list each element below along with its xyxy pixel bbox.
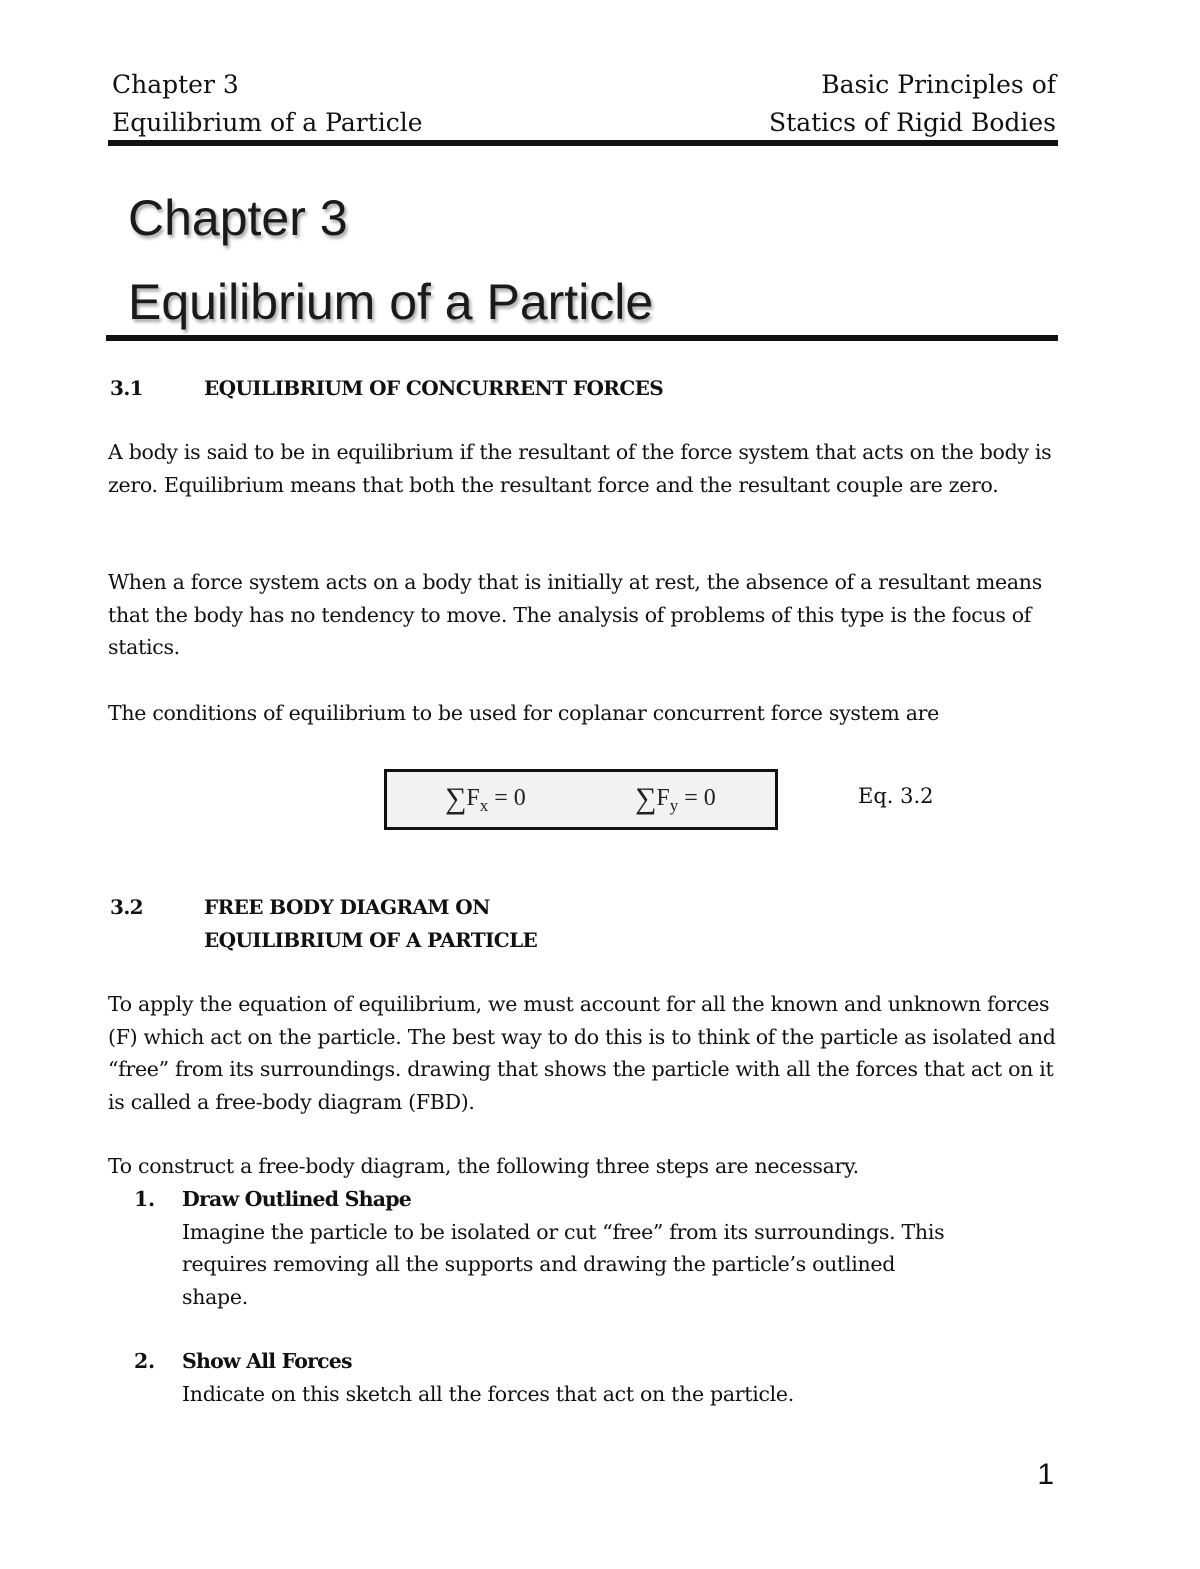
section-number: 3.2: [110, 895, 143, 919]
section-number: 3.1: [110, 376, 143, 400]
sigma-symbol: ∑: [635, 782, 657, 815]
paragraph-conditions: The conditions of equilibrium to be used for coplanar concurrent force system are: [108, 701, 939, 725]
equation-var: F: [656, 785, 670, 811]
list-body: [182, 1183, 1042, 1313]
equation-rhs: = 0: [678, 785, 716, 811]
step-description: Imagine the particle to be isolated or cut “free” from its surroundings. This requires removing all the supports and drawing the particle’s outlined shape.: [182, 1219, 945, 1309]
section-title-line1: FREE BODY DIAGRAM ON: [204, 895, 490, 919]
running-header-left: [112, 66, 423, 142]
paragraph-equilibrium-definition: A body is said to be in equilibrium if the resultant of the force system that acts on the body is zero. Equilibrium means that both the resultant force and the resultant couple are zero.: [108, 440, 1052, 497]
paragraph-force-system: When a force system acts on a body that is initially at rest, the absence of a resultant means that the body has no tendency to move. The analysis of problems of this type is the focus of statics.: [108, 570, 1042, 659]
paragraph-free-body: To apply the equation of equilibrium, we must account for all the known and unknown forces (F) which act on the particle. The best way to do this is to think of the particle as isolated and “free” from its surroundings. drawing that shows the particle with all the forces that act on it is called a free-body diagram (FBD).: [108, 992, 1056, 1114]
sigma-symbol: ∑: [445, 782, 467, 815]
page-number: 1: [1037, 1458, 1054, 1491]
equation-box: [384, 769, 778, 830]
equation-label: Eq. 3.2: [858, 784, 934, 808]
chapter-title-line2: Equilibrium of a Particle: [128, 274, 654, 330]
header-book-title-1: Basic Principles of: [821, 70, 1056, 99]
equation-subscript: y: [669, 795, 679, 815]
header-book-title-2: Statics of Rigid Bodies: [769, 108, 1056, 137]
header-divider: [108, 140, 1058, 146]
chapter-title: [128, 176, 653, 344]
chapter-title-line1: Chapter 3: [128, 190, 348, 246]
step-title: Draw Outlined Shape: [182, 1187, 412, 1211]
equation-subscript: x: [479, 795, 489, 815]
list-number: 2.: [134, 1349, 155, 1373]
step-description: Indicate on this sketch all the forces that act on the particle.: [182, 1381, 794, 1406]
list-body: [182, 1345, 1042, 1410]
equation-sum-fy: [635, 782, 716, 816]
running-header-right: [769, 66, 1056, 142]
equation-var: F: [466, 785, 480, 811]
section-title-line2: EQUILIBRIUM OF A PARTICLE: [204, 928, 538, 952]
step-title: Show All Forces: [182, 1349, 352, 1373]
paragraph-steps-intro: To construct a free-body diagram, the following three steps are necessary.: [108, 1154, 859, 1178]
list-number: 1.: [134, 1187, 155, 1211]
section-title: EQUILIBRIUM OF CONCURRENT FORCES: [204, 376, 664, 400]
header-chapter: Chapter 3: [112, 70, 239, 99]
equation-sum-fx: [445, 782, 526, 816]
equation-rhs: = 0: [488, 785, 526, 811]
header-chapter-title: Equilibrium of a Particle: [112, 108, 423, 137]
title-divider: [106, 335, 1058, 341]
